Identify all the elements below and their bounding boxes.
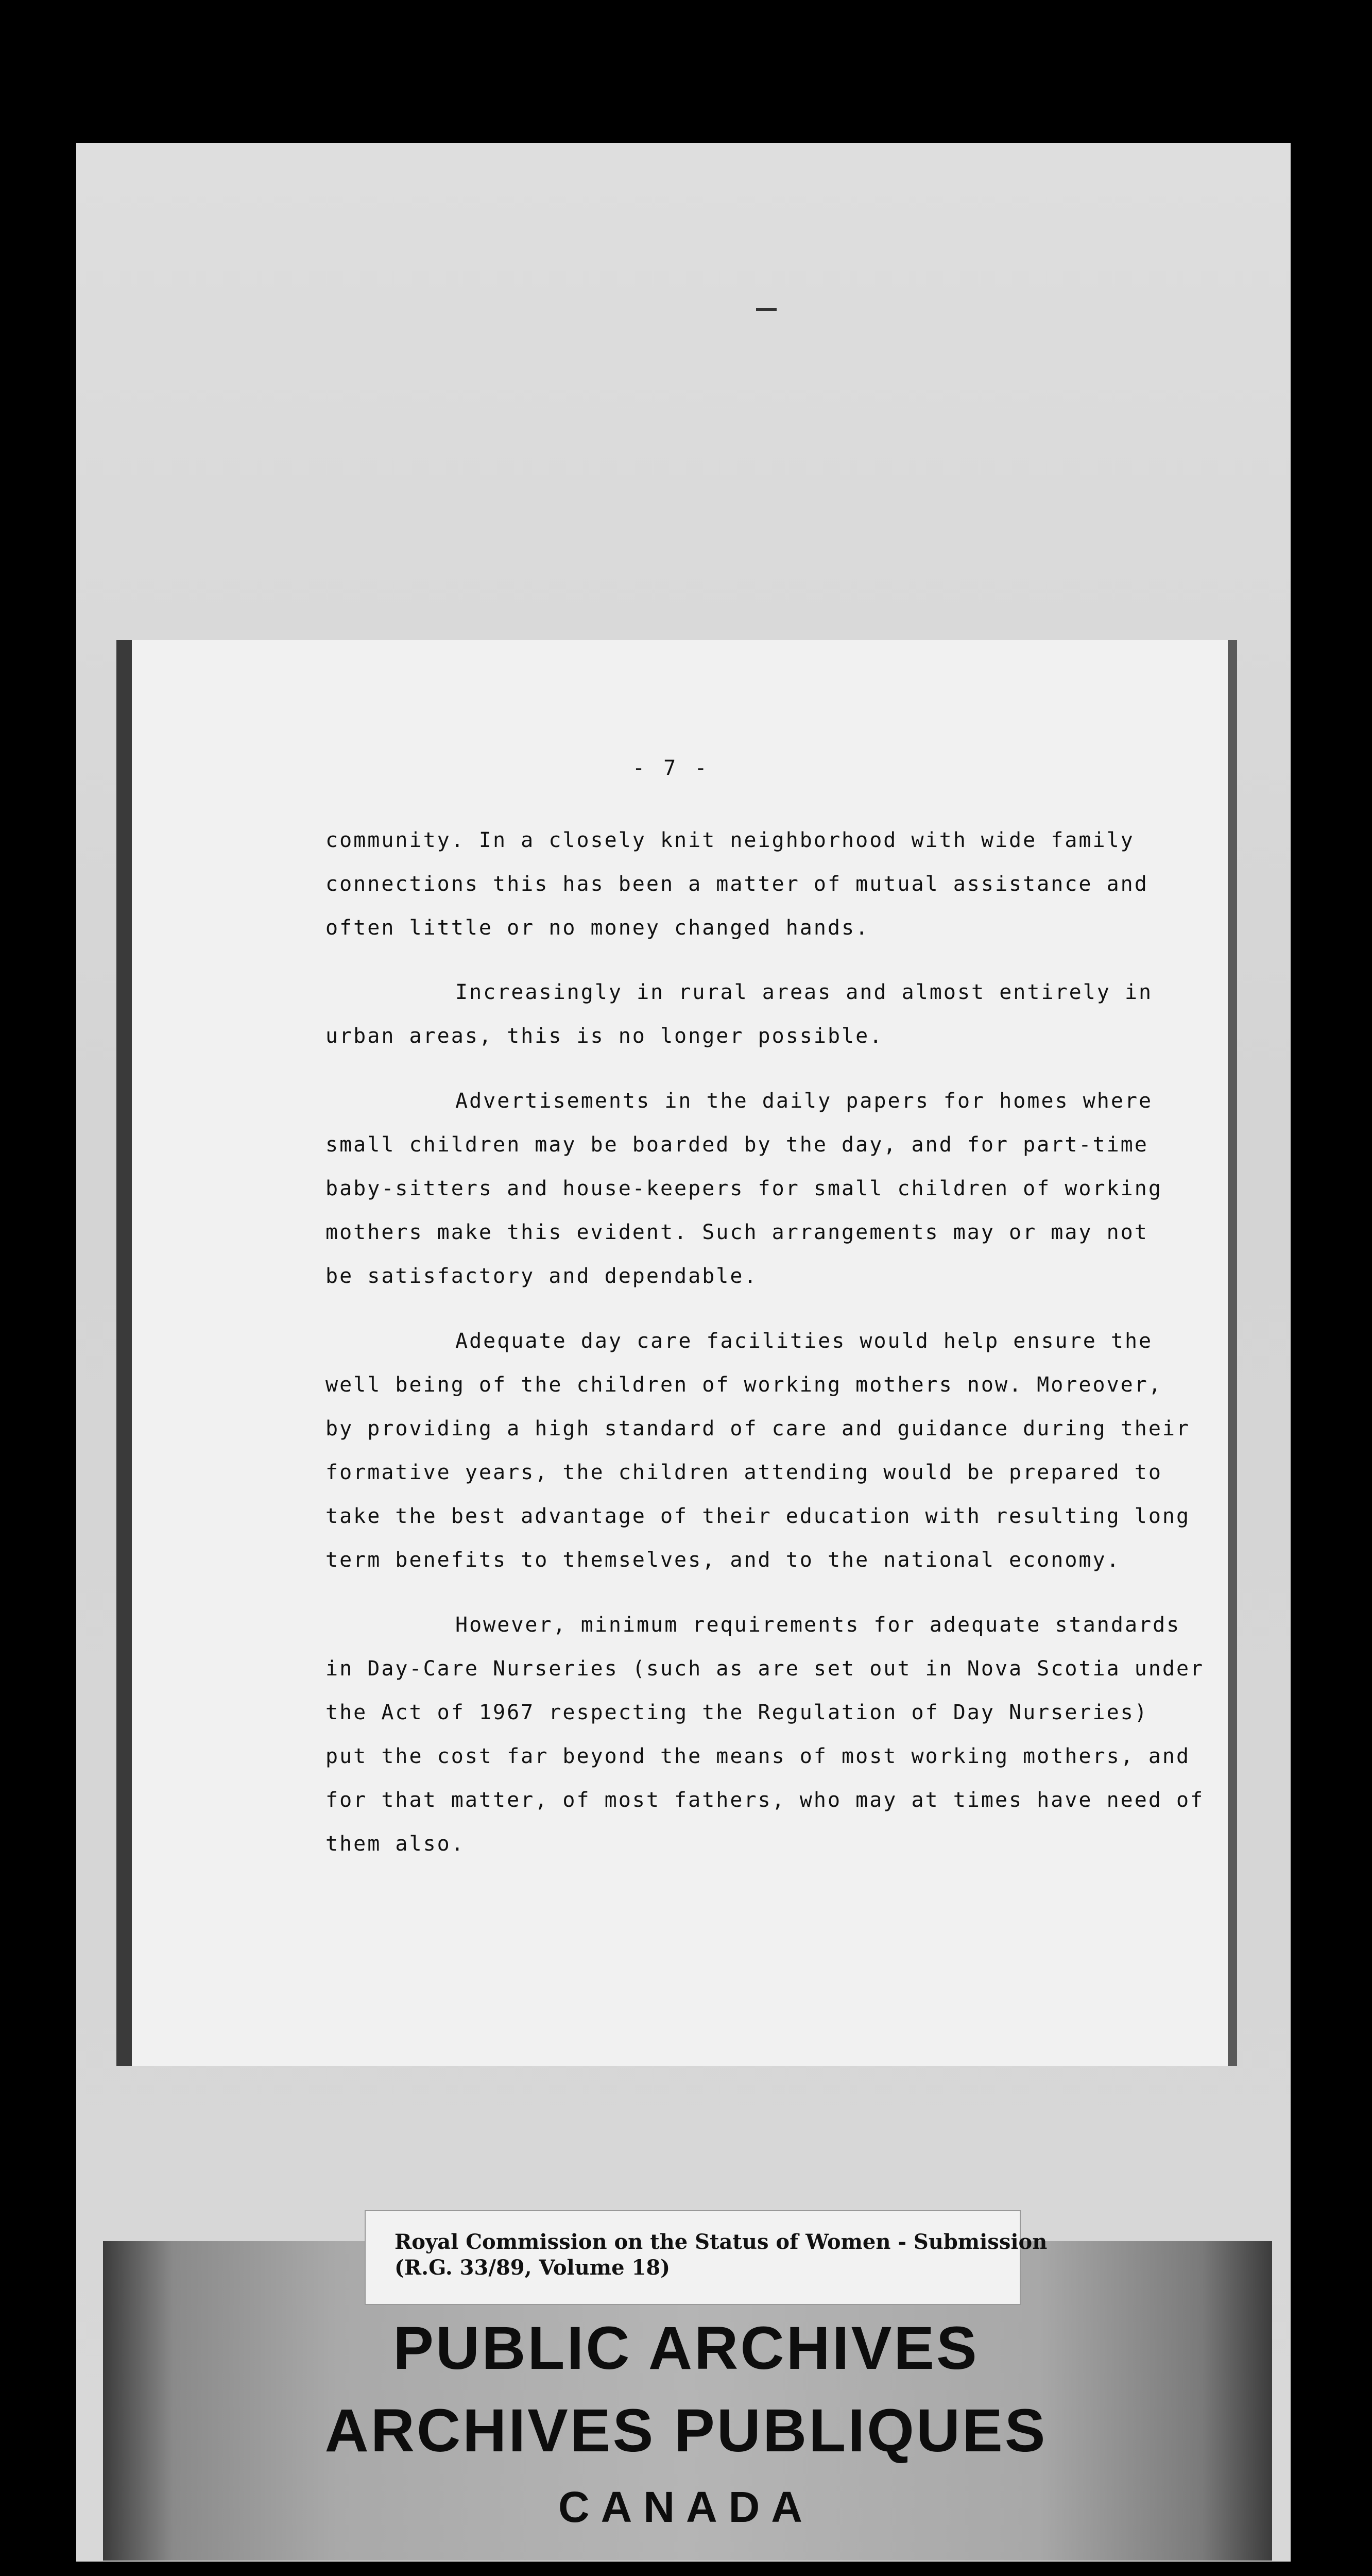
text-line: baby-sitters and house-keepers for small children of working [325, 1177, 1162, 1200]
text-line: be satisfactory and dependable. [325, 1264, 758, 1288]
text-line: term benefits to themselves, and to the national economy. [325, 1548, 1121, 1572]
text-line: put the cost far beyond the means of most working mothers, and [325, 1744, 1191, 1768]
text-line: However, minimum requirements for adequate standards [455, 1613, 1181, 1637]
text-line: Adequate day care facilities would help ensure the [455, 1329, 1153, 1353]
stamp-canada: CANADA [558, 2483, 814, 2531]
text-line: community. In a closely knit neighborhood with wide family [325, 828, 1135, 852]
typed-page [132, 640, 1237, 2066]
text-line: take the best advantage of their education with resulting long [325, 1504, 1191, 1528]
text-line: Increasingly in rural areas and almost entirely in [455, 980, 1153, 1004]
text-line: often little or no money changed hands. [325, 916, 870, 940]
text-line: formative years, the children attending would be prepared to [325, 1461, 1162, 1484]
text-line: for that matter, of most fathers, who may at times have need of [325, 1788, 1205, 1812]
text-line: well being of the children of working mothers now. Moreover, [325, 1373, 1162, 1397]
text-line: urban areas, this is no longer possible. [325, 1024, 884, 1048]
stamp-public-archives: PUBLIC ARCHIVES [393, 2314, 979, 2382]
text-line: connections this has been a matter of mutual assistance and [325, 872, 1148, 896]
text-line: mothers make this evident. Such arrangements may or may not [325, 1221, 1148, 1244]
mount-mark [756, 308, 777, 311]
text-line: small children may be boarded by the day, and for part-time [325, 1133, 1148, 1157]
stamp-archives-publiques: ARCHIVES PUBLIQUES [324, 2397, 1048, 2465]
label-line-2: (R.G. 33/89, Volume 18) [395, 2256, 671, 2280]
text-line: the Act of 1967 respecting the Regulation of Day Nurseries) [325, 1701, 1148, 1724]
text-line: them also. [325, 1832, 465, 1856]
page-number: - 7 - [632, 756, 710, 780]
text-line: Advertisements in the daily papers for homes where [455, 1089, 1153, 1113]
text-line: by providing a high standard of care and guidance during their [325, 1417, 1191, 1440]
reference-label [365, 2210, 1048, 2305]
paper-edge-shadow [116, 640, 132, 2066]
label-line-1: Royal Commission on the Status of Women - Submission [395, 2230, 1048, 2254]
text-line: in Day-Care Nurseries (such as are set out in Nova Scotia under [325, 1657, 1205, 1681]
